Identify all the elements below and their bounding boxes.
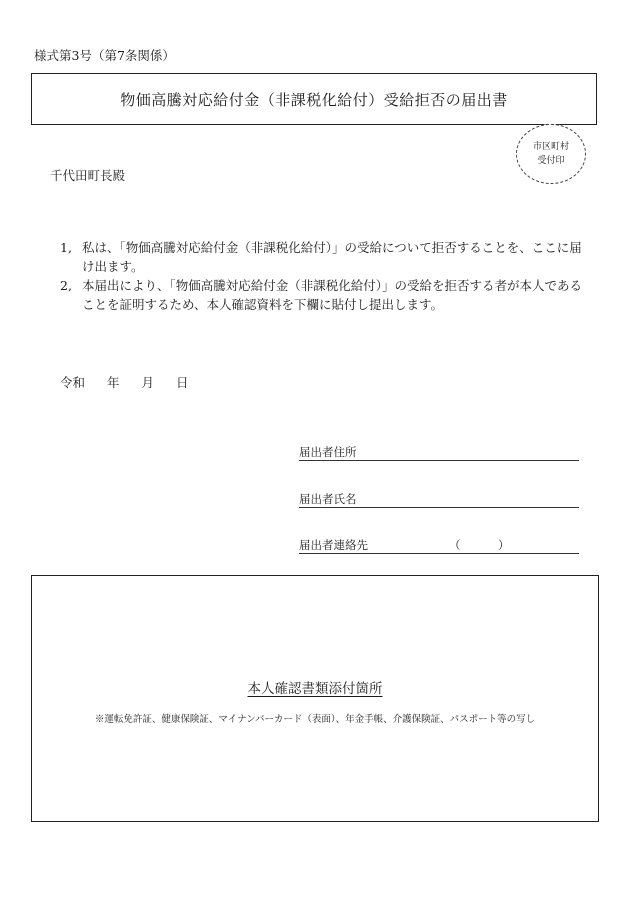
statement-text: 本届出により、「物価高騰対応給付金（非課税化給付）」の受給を拒否する者が本人であることを証明するため、本人確認資料を下欄に貼付し提出します。 bbox=[82, 278, 583, 312]
form-title-box bbox=[31, 73, 597, 125]
id-document-attachment-area bbox=[31, 575, 599, 822]
date-line bbox=[60, 373, 211, 391]
applicant-address-field[interactable] bbox=[299, 446, 579, 461]
attachment-title-text: 本人確認書類添付箇所 bbox=[247, 681, 383, 697]
date-era: 令和 bbox=[60, 375, 86, 390]
attachment-title bbox=[32, 677, 598, 697]
reception-stamp-area bbox=[516, 124, 586, 184]
date-year: 年 bbox=[107, 375, 120, 390]
stamp-line-1: 市区町村 bbox=[532, 142, 569, 152]
date-month: 月 bbox=[141, 375, 155, 390]
applicant-contact-label: 届出者連絡先 bbox=[299, 538, 368, 552]
statement-item bbox=[60, 238, 590, 276]
contact-paren-close: ） bbox=[498, 538, 510, 552]
statement-number: 1, bbox=[60, 240, 72, 255]
statement-item bbox=[60, 276, 590, 314]
contact-paren-open: （ bbox=[449, 538, 461, 552]
form-number: 様式第3号（第7条関係） bbox=[34, 48, 175, 63]
statement-number: 2, bbox=[60, 278, 72, 293]
statement-text: 私は、「物価高騰対応給付金（非課税化給付）」の受給について拒否することを、ここに届け出ます。 bbox=[82, 240, 582, 274]
date-day: 日 bbox=[176, 375, 189, 390]
statement-list bbox=[60, 238, 590, 314]
addressee: 千代田町長殿 bbox=[50, 168, 126, 183]
applicant-name-field[interactable] bbox=[299, 493, 579, 508]
attachment-note: ※運転免許証、健康保険証、マイナンバーカード（表面）、年金手帳、介護保険証、パスポート等の写し bbox=[94, 714, 536, 725]
form-title: 物価高騰対応給付金（非課税化給付）受給拒否の届出書 bbox=[120, 90, 508, 109]
applicant-name-label: 届出者氏名 bbox=[299, 492, 357, 506]
applicant-address-label: 届出者住所 bbox=[299, 445, 357, 459]
applicant-contact-field[interactable] bbox=[299, 539, 579, 554]
stamp-line-2: 受付印 bbox=[537, 156, 565, 166]
